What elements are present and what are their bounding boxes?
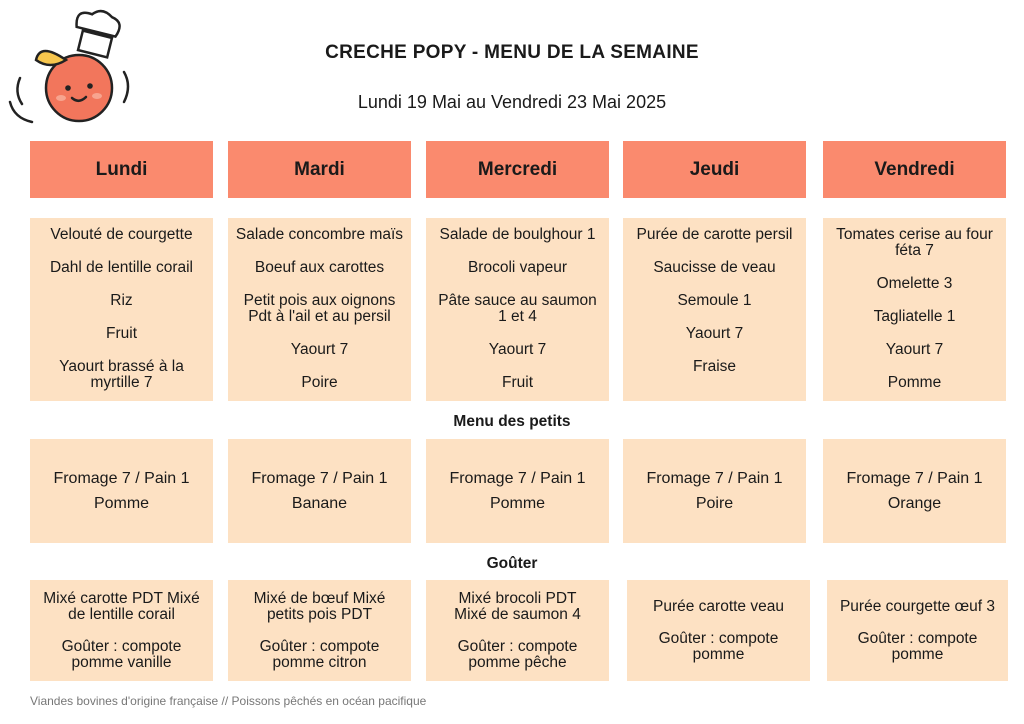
menu-item: Petit pois aux oignons Pdt à l'ail et au persil <box>243 292 396 325</box>
menu-item: Fromage 7 / Pain 1 <box>646 470 783 487</box>
menu-item: Yaourt 7 <box>290 341 349 358</box>
gouter-box-jeudi <box>627 580 810 681</box>
menu-item: Fraise <box>692 358 737 375</box>
menu-box-lundi <box>30 218 213 401</box>
gouter-box-lundi <box>30 580 213 681</box>
menu-item: Fromage 7 / Pain 1 <box>449 470 586 487</box>
menu-item: Goûter : compote pomme vanille <box>61 637 182 671</box>
menu-item: Salade concombre maïs <box>235 226 404 243</box>
menu-item: Riz <box>110 292 133 309</box>
day-header-lundi: Lundi <box>30 141 213 198</box>
petits-box-jeudi <box>623 439 806 543</box>
menu-item: Goûter : compote pomme <box>658 629 779 663</box>
menu-box-mardi <box>228 218 411 401</box>
menu-item: Fruit <box>502 374 533 391</box>
menu-item: Yaourt 7 <box>685 325 744 342</box>
day-header-mercredi: Mercredi <box>426 141 609 198</box>
petits-box-mercredi <box>426 439 609 543</box>
menu-item: Pâte sauce au saumon 1 et 4 <box>438 292 597 325</box>
day-header-mardi: Mardi <box>228 141 411 198</box>
menu-item: Purée de carotte persil <box>636 226 793 243</box>
menu-item: Goûter : compote pomme <box>857 629 978 663</box>
menu-item: Banane <box>291 495 348 512</box>
gouter-box-vendredi <box>827 580 1008 681</box>
menu-item: Boeuf aux carottes <box>254 259 385 276</box>
menu-item: Yaourt 7 <box>488 341 547 358</box>
page-title: CRECHE POPY - MENU DE LA SEMAINE <box>325 42 699 63</box>
menu-item: Pomme <box>887 374 942 391</box>
menu-item: Fromage 7 / Pain 1 <box>53 470 190 487</box>
menu-box-jeudi <box>623 218 806 401</box>
menu-item: Mixé carotte PDT Mixé de lentille corail <box>43 589 200 623</box>
menu-item: Pomme <box>489 495 546 512</box>
menu-item: Salade de boulghour 1 <box>439 226 596 243</box>
section-title-gouter: Goûter <box>486 555 538 572</box>
menu-item: Purée courgette œuf 3 <box>839 597 996 615</box>
menu-item: Brocoli vapeur <box>467 259 568 276</box>
page-subtitle: Lundi 19 Mai au Vendredi 23 Mai 2025 <box>357 92 667 112</box>
petits-box-lundi <box>30 439 213 543</box>
day-header-vendredi: Vendredi <box>823 141 1006 198</box>
menu-item: Orange <box>887 495 942 512</box>
section-title-petits: Menu des petits <box>453 413 571 430</box>
menu-item: Mixé brocoli PDT Mixé de saumon 4 <box>454 589 581 623</box>
gouter-box-mardi <box>228 580 411 681</box>
menu-item: Saucisse de veau <box>653 259 776 276</box>
day-header-jeudi: Jeudi <box>623 141 806 198</box>
menu-box-mercredi <box>426 218 609 401</box>
menu-item: Semoule 1 <box>677 292 752 309</box>
menu-item: Tagliatelle 1 <box>873 308 956 325</box>
menu-box-vendredi <box>823 218 1006 401</box>
menu-item: Yaourt 7 <box>885 341 944 358</box>
menu-item: Dahl de lentille corail <box>49 259 194 276</box>
menu-item: Goûter : compote pomme citron <box>259 637 380 671</box>
menu-item: Velouté de courgette <box>50 226 193 243</box>
menu-item: Poire <box>301 374 338 391</box>
apple-chef-logo <box>6 6 136 131</box>
petits-box-mardi <box>228 439 411 543</box>
menu-item: Mixé de bœuf Mixé petits pois PDT <box>253 589 386 623</box>
petits-box-vendredi <box>823 439 1006 543</box>
gouter-box-mercredi <box>426 580 609 681</box>
menu-item: Tomates cerise au four féta 7 <box>836 226 993 259</box>
menu-item: Pomme <box>93 495 150 512</box>
menu-item: Fruit <box>106 325 137 342</box>
menu-item: Purée carotte veau <box>653 597 784 615</box>
footer-note: Viandes bovines d'origine française // Poissons pêchés en océan pacifique <box>30 694 427 708</box>
menu-item: Fromage 7 / Pain 1 <box>846 470 983 487</box>
menu-item: Yaourt brassé à la myrtille 7 <box>59 358 184 391</box>
menu-item: Goûter : compote pomme pêche <box>457 637 578 671</box>
menu-item: Omelette 3 <box>876 275 953 292</box>
menu-item: Fromage 7 / Pain 1 <box>251 470 388 487</box>
menu-item: Poire <box>695 495 734 512</box>
